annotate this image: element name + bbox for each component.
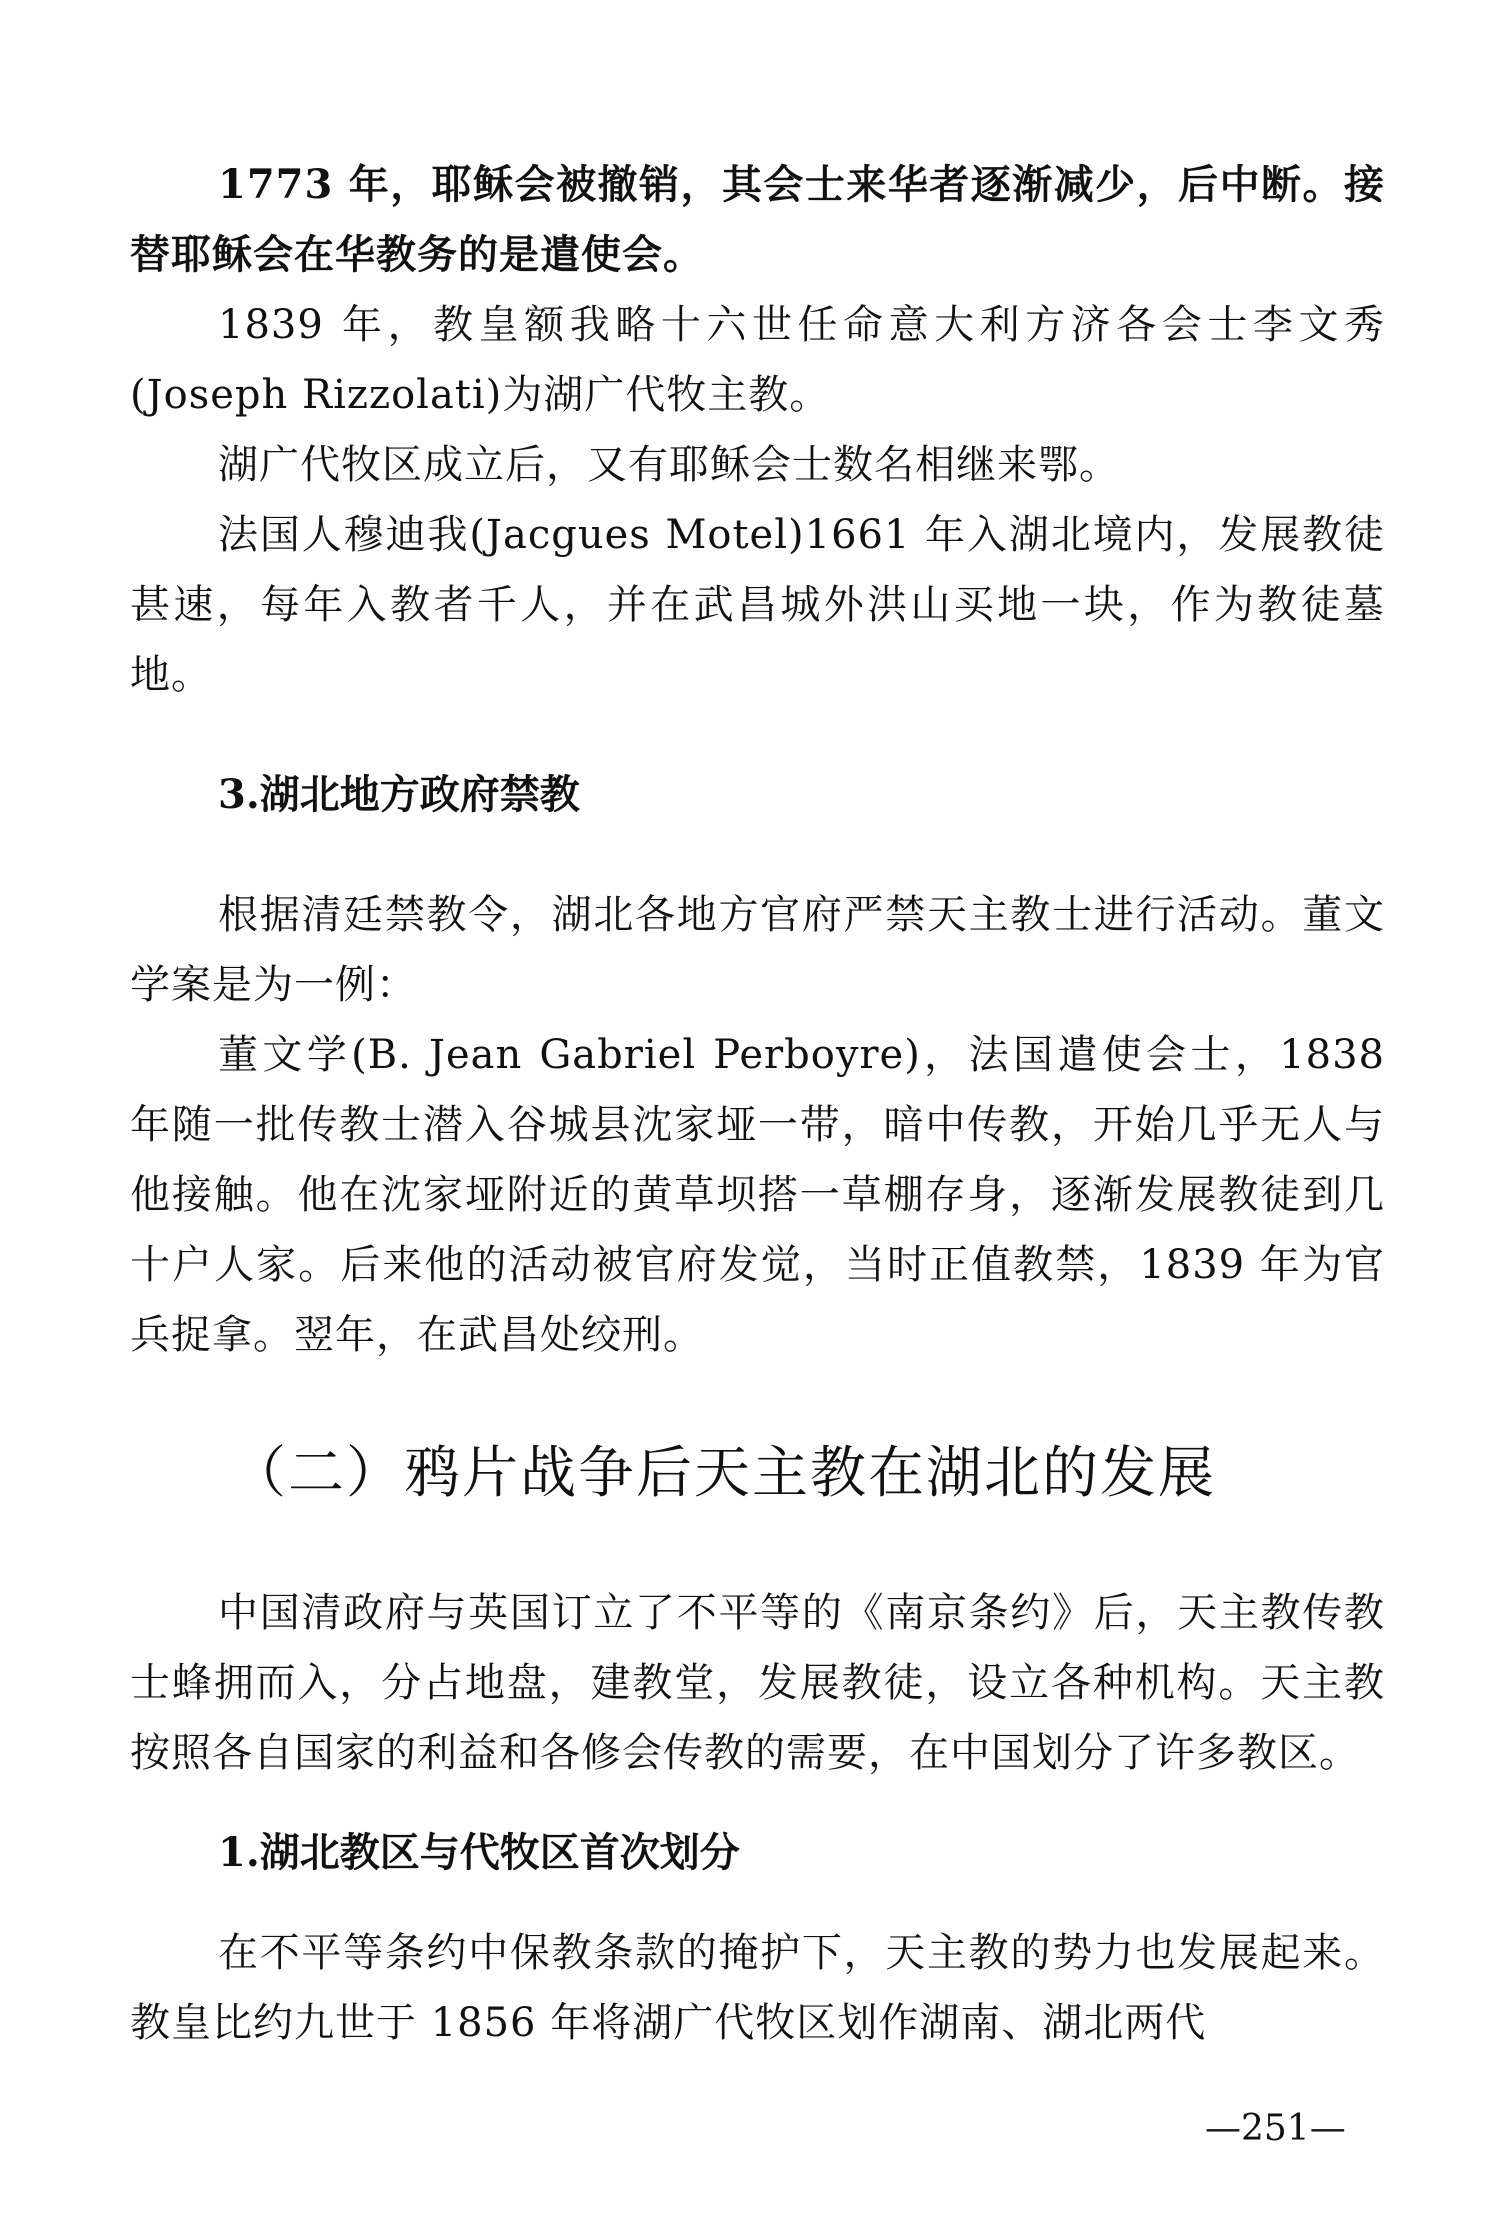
paragraph-perboyre: 董文学(B. Jean Gabriel Perboyre)，法国遣使会士，1838 年随一批传教士潜入谷城县沈家垭一带，暗中传教，开始几乎无人与他接触。他在沈家垭附近的黄草坝搭一草棚存身，逐渐发展教徒到几十户人家。后来他的活动被官府发觉，当时正值教禁，1839 年为官兵捉拿。翌年，在武昌处绞刑。 <box>130 1032 1385 1358</box>
subheading-diocese-division: 1.湖北教区与代牧区首次划分 <box>218 1829 740 1876</box>
paragraph-nanjing-treaty: 中国清政府与英国订立了不平等的《南京条约》后，天主教传教士蜂拥而入，分占地盘，建教堂，发展教徒，设立各种机构。天主教按照各自国家的利益和各修会传教的需要，在中国划分了许多教区。 <box>130 1590 1385 1776</box>
section-title: （二）鸦片战争后天主教在湖北的发展 <box>230 1441 1216 1506</box>
paragraph-ban-order: 根据清廷禁教令，湖北各地方官府严禁天主教士进行活动。董文学案是为一例： <box>130 892 1385 1008</box>
subheading-hubei-ban: 3.湖北地方政府禁教 <box>218 771 580 818</box>
page-body <box>130 150 1385 2058</box>
paragraph-huguang-vicariate: 湖广代牧区成立后，又有耶稣会士数名相继来鄂。 <box>218 442 1120 488</box>
paragraph-jesuits-suppressed: 1773 年，耶稣会被撤销，其会士来华者逐渐减少，后中断。接替耶稣会在华教务的是遣使会。 <box>130 161 1385 278</box>
page-number: —251— <box>1205 2108 1346 2149</box>
paragraph-motel: 法国人穆迪我(Jacgues Motel)1661 年入湖北境内，发展教徒甚速，每年入教者千人，并在武昌城外洪山买地一块，作为教徒墓地。 <box>130 512 1385 698</box>
paragraph-rizzolati: 1839 年，教皇额我略十六世任命意大利方济各会士李文秀(Joseph Rizzolati)为湖广代牧主教。 <box>130 302 1385 418</box>
paragraph-pius-ix: 在不平等条约中保教条款的掩护下，天主教的势力也发展起来。教皇比约九世于 1856 年将湖广代牧区划作湖南、湖北两代 <box>130 1930 1385 2046</box>
